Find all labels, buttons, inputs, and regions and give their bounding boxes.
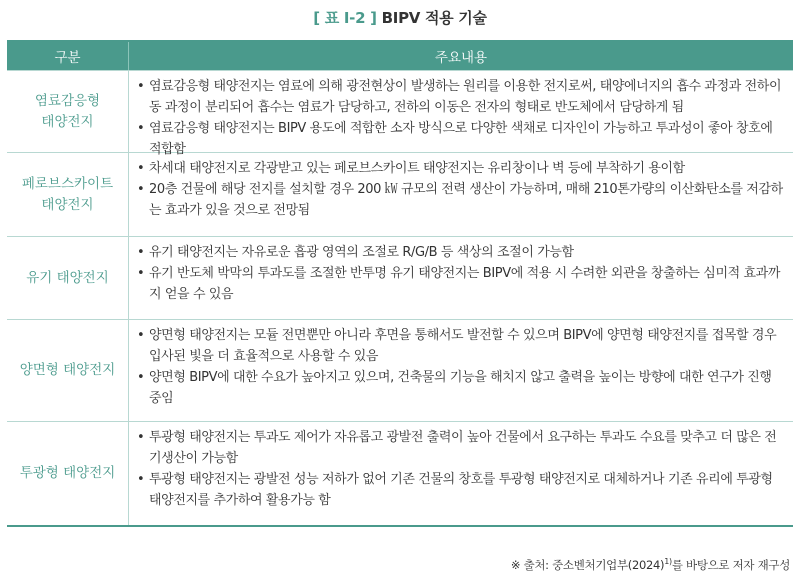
row-category [7, 71, 129, 152]
header-category: 구분 [7, 42, 129, 70]
table-header-row [7, 42, 793, 70]
table-row [7, 236, 793, 319]
source-footnote-ref: 1) [664, 557, 672, 567]
row-content [129, 71, 793, 157]
category-line: 염료감응형 [34, 92, 101, 109]
table-title-text: BIPV 적용 기술 [381, 9, 487, 27]
category-line: 태양전지 [41, 196, 94, 213]
table-row [7, 319, 793, 421]
row-content [129, 422, 793, 525]
table-row [7, 152, 793, 236]
row-category [7, 320, 129, 421]
row-category [7, 153, 129, 236]
bullet-item: • 양면형 태양전지는 모듈 전면뿐만 아니라 후면을 통해서도 발전할 수 있으며 BIPV에 양면형 태양전지를 접목할 경우 입사된 빛을 더 효율적으로 사용할 수 있음 [137, 328, 777, 364]
bullet-item: • 양면형 BIPV에 대한 수요가 높아지고 있으며, 건축물의 기능을 해치지 않고 출력을 높이는 방향에 대한 연구가 진행 중임 [137, 370, 772, 406]
source-note [511, 557, 790, 573]
bullet-item: • 유기 반도체 박막의 투과도를 조절한 반투명 유기 태양전지는 BIPV에 적용 시 수려한 외관을 창출하는 심미적 효과까지 얻을 수 있음 [137, 266, 780, 302]
bullet-item: • 염료감응형 태양전지는 염료에 의해 광전현상이 발생하는 원리를 이용한 전지로써, 태양에너지의 흡수 과정과 전하이동 과정이 분리되어 흡수는 염료가 담당하고, 전하의 이동은 전자의 형태로 반도체에서 담당하게 됨 [137, 79, 782, 115]
row-content [129, 237, 793, 319]
row-category [7, 237, 129, 319]
table-title [0, 7, 800, 28]
row-category [7, 422, 129, 525]
row-content [129, 320, 793, 421]
bullet-item: • 20층 건물에 해당 전지를 설치할 경우 200 ㎾ 규모의 전력 생산이 가능하며, 매해 210톤가량의 이산화탄소를 저감하는 효과가 있을 것으로 전망됨 [137, 182, 783, 218]
bullet-item: • 염료감응형 태양전지는 BIPV 용도에 적합한 소자 방식으로 다양한 색채로 디자인이 가능하고 투과성이 좋아 창호에 적합함 [137, 121, 773, 157]
source-suffix: 를 바탕으로 저자 재구성 [671, 558, 790, 572]
bullet-item: • 투광형 태양전지는 투과도 제어가 자유롭고 광발전 출력이 높아 건물에서 요구하는 투과도 수요를 맞추고 더 많은 전기생산이 가능함 [137, 430, 777, 466]
category-line: 태양전지 [41, 113, 94, 130]
bipv-technology-table [7, 40, 793, 527]
table-number: [ 표 Ⅰ-2 ] [313, 9, 377, 27]
row-content [129, 153, 793, 236]
table-row [7, 70, 793, 157]
category-line: 투광형 태양전지 [19, 465, 116, 481]
source-prefix: ※ 출처: 중소벤처기업부(2024) [510, 558, 665, 572]
table-row [7, 421, 793, 525]
bullet-item: • 유기 태양전지는 자유로운 흡광 영역의 조절로 R/G/B 등 색상의 조절이 가능함 [137, 245, 574, 260]
header-content: 주요내용 [434, 50, 488, 66]
category-line: 페로브스카이트 [21, 175, 114, 192]
bullet-item: • 투광형 태양전지는 광발전 성능 저하가 없어 기존 건물의 창호를 투광형 태양전지로 대체하거나 기존 유리에 투광형 태양전지를 추가하여 활용가능 함 [137, 472, 773, 508]
category-line: 양면형 태양전지 [19, 362, 116, 378]
bullet-item: • 차세대 태양전지로 각광받고 있는 페로브스카이트 태양전지는 유리창이나 벽 등에 부착하기 용이함 [137, 161, 685, 176]
category-line: 유기 태양전지 [26, 269, 109, 286]
